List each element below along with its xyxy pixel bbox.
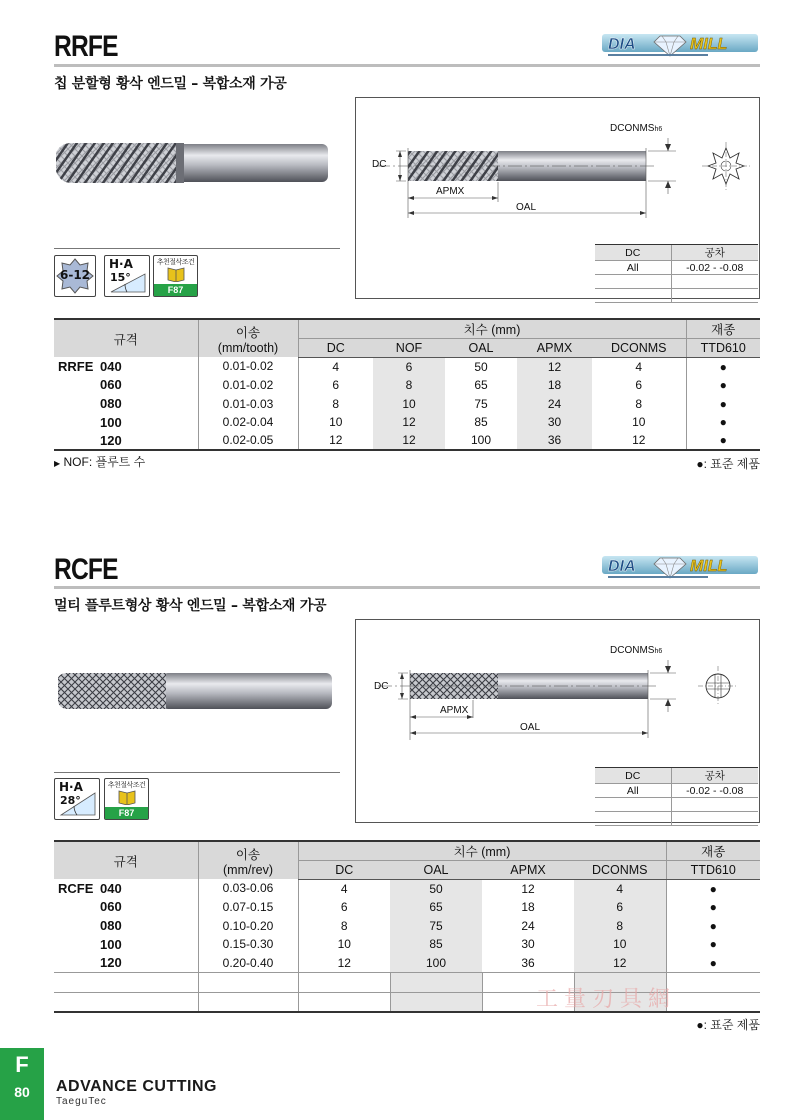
cutting-condition-label: 추천절삭조건 <box>156 258 195 266</box>
diamill-logo-2 <box>600 552 760 582</box>
table-row <box>54 394 760 413</box>
cutting-condition-badge-2[interactable] <box>104 778 149 820</box>
row-value: 8 <box>635 396 643 411</box>
row-value: 65 <box>390 898 482 917</box>
row-code: 080 <box>100 396 122 412</box>
tolerance-table-2 <box>595 767 758 826</box>
row-value: 75 <box>390 916 482 935</box>
header-dimensions-2: 치수 (mm) <box>298 841 666 861</box>
row-value: 18 <box>517 376 592 395</box>
helix-angle-badge-2 <box>54 778 100 820</box>
standard-dot: ● <box>666 935 760 954</box>
rcfe-drawing-box <box>355 619 760 823</box>
nof-note <box>54 453 145 470</box>
h6-text-2: h6 <box>654 648 663 655</box>
row-value: 4 <box>298 357 373 376</box>
section-tab <box>0 1048 44 1120</box>
rrfe-dimension-drawing <box>356 98 759 238</box>
apmx-label: APMX <box>436 186 465 197</box>
row-value: 8 <box>298 394 373 413</box>
row-code: RRFE 040 <box>58 358 122 374</box>
row-value: 6 <box>574 898 666 917</box>
row-value: 6 <box>373 357 445 376</box>
flute-count-badge <box>54 255 96 297</box>
dconms-text-2: DCONMS <box>610 645 655 656</box>
col-grade: TTD610 <box>686 339 760 358</box>
row-code: 060 <box>100 899 122 915</box>
tol-value-dc: All <box>595 261 671 275</box>
dc-label-2: DC <box>374 681 389 692</box>
row-code: 060 <box>100 377 122 393</box>
cutting-condition-page: F87 <box>154 284 197 296</box>
row-feed: 0.10-0.20 <box>198 916 298 935</box>
svg-text:DIA: DIA <box>608 36 636 53</box>
h6-text: h6 <box>654 126 663 133</box>
page-number: 80 <box>14 1084 30 1100</box>
product-prefix: RCFE <box>58 880 94 896</box>
col-dconms: DCONMS <box>592 339 686 358</box>
row-feed: 0.03-0.06 <box>198 879 298 898</box>
col-dc: DC <box>298 339 373 358</box>
badge-rule-2 <box>54 772 340 773</box>
nof-note-text: NOF: 플루트 수 <box>63 455 146 469</box>
product-subtitle: 칩 분할형 황삭 엔드밀 – 복합소재 가공 <box>54 76 287 92</box>
standard-note-2: ●: 표준 제품 <box>696 1018 760 1032</box>
watermark: 工量刃具網 <box>536 987 677 1012</box>
row-code: RCFE 040 <box>58 880 122 896</box>
row-feed: 0.02-0.04 <box>198 413 298 432</box>
row-value: 12 <box>574 953 666 972</box>
row-value: 6 <box>298 898 390 917</box>
col-apmx: APMX <box>517 339 592 358</box>
rrfe-spec-table <box>54 318 760 451</box>
col-grade-2: TTD610 <box>666 861 760 880</box>
row-code: 120 <box>100 955 122 971</box>
tol-header-dc: DC <box>595 245 671 261</box>
table-row <box>54 413 760 432</box>
row-value: 10 <box>298 413 373 432</box>
tol-value-tolerance: -0.02 - -0.08 <box>671 261 758 275</box>
col-oal-2: OAL <box>390 861 482 880</box>
svg-text:MILL: MILL <box>690 36 728 53</box>
row-value: 6 <box>298 376 373 395</box>
row-code: 100 <box>100 936 122 952</box>
oal-label-2: OAL <box>520 722 541 733</box>
row-value: 4 <box>298 879 390 898</box>
row-value: 100 <box>470 433 492 448</box>
table-row <box>54 357 760 376</box>
row-value: 100 <box>390 953 482 972</box>
product-subtitle-2: 멀티 플루트형상 황삭 엔드밀 – 복합소재 가공 <box>54 598 327 614</box>
col-nof: NOF <box>373 339 445 358</box>
row-feed: 0.01-0.02 <box>198 376 298 395</box>
row-feed: 0.07-0.15 <box>198 898 298 917</box>
header-feed: 이송 (mm/tooth) <box>198 319 298 357</box>
apmx-label-2: APMX <box>440 705 469 716</box>
col-oal: OAL <box>445 339 517 358</box>
standard-dot: ● <box>666 879 760 898</box>
row-value: 30 <box>517 413 592 432</box>
row-value: 12 <box>632 433 646 448</box>
row-feed: 0.02-0.05 <box>198 431 298 450</box>
cutting-condition-label-2: 추천절삭조건 <box>107 781 146 789</box>
cutting-condition-page-2: F87 <box>105 807 148 819</box>
row-value: 30 <box>521 937 535 952</box>
row-feed: 0.01-0.03 <box>198 394 298 413</box>
helix-angle-label: H·A <box>109 257 133 271</box>
helix-angle-value-2: 28° <box>60 794 81 807</box>
standard-dot: ● <box>686 357 760 376</box>
cutting-condition-badge[interactable] <box>153 255 198 297</box>
rrfe-drawing-box <box>355 97 760 299</box>
rcfe-dimension-drawing <box>356 620 759 760</box>
row-value: 65 <box>474 377 488 392</box>
header-feed-2: 이송 (mm/rev) <box>198 841 298 879</box>
row-value: 12 <box>373 413 445 432</box>
row-value: 85 <box>390 935 482 954</box>
header-spec-2: 규격 <box>54 841 198 879</box>
header-grade-2: 재종 <box>666 841 760 861</box>
row-value: 12 <box>521 881 535 896</box>
standard-dot: ● <box>666 916 760 935</box>
col-dconms-2: DCONMS <box>574 861 666 880</box>
product-title-2: RCFE <box>54 553 118 586</box>
flute-count: 6-12 <box>59 268 91 282</box>
svg-text:DIA: DIA <box>608 558 636 575</box>
standard-dot: ● <box>666 898 760 917</box>
svg-text:MILL: MILL <box>690 558 728 575</box>
product-title: RRFE <box>54 30 118 63</box>
title-rule-2 <box>54 586 760 589</box>
standard-note: ●: 표준 제품 <box>696 457 760 471</box>
helix-angle-icon <box>105 256 149 296</box>
oal-label: OAL <box>516 202 537 213</box>
row-value: 8 <box>574 916 666 935</box>
table-row <box>54 916 760 935</box>
rrfe-end-view-icon <box>702 142 750 190</box>
section-letter: F <box>15 1052 29 1077</box>
table-row <box>54 953 760 972</box>
standard-dot: ● <box>686 431 760 450</box>
row-value: 10 <box>298 935 390 954</box>
tol-value-dc-2: All <box>595 784 671 798</box>
title-rule <box>54 64 760 67</box>
row-value: 50 <box>474 359 488 374</box>
company-name: TaeguTec <box>56 1096 107 1107</box>
table-row <box>54 431 760 450</box>
tolerance-table <box>595 244 758 303</box>
row-value: 4 <box>635 359 643 374</box>
product-prefix: RRFE <box>58 358 94 374</box>
badge-rule <box>54 248 340 249</box>
row-value: 50 <box>390 879 482 898</box>
row-value: 10 <box>574 935 666 954</box>
row-value: 12 <box>373 431 445 450</box>
helix-angle-badge <box>104 255 150 297</box>
helix-angle-label-2: H·A <box>59 780 83 794</box>
header-spec: 규격 <box>54 319 198 357</box>
tol-value-tolerance-2: -0.02 - -0.08 <box>671 784 758 798</box>
standard-dot: ● <box>666 953 760 972</box>
tol-header-tolerance: 공차 <box>671 245 758 261</box>
row-value: 10 <box>632 415 646 430</box>
triangle-icon: ▶ <box>54 459 61 468</box>
row-code: 100 <box>100 414 122 430</box>
row-value: 24 <box>517 394 592 413</box>
book-icon-2 <box>117 789 137 805</box>
standard-dot: ● <box>686 376 760 395</box>
row-feed: 0.01-0.02 <box>198 357 298 376</box>
standard-dot: ● <box>686 394 760 413</box>
header-grade: 재종 <box>686 319 760 339</box>
table-row <box>54 935 760 954</box>
tol-header-tolerance-2: 공차 <box>671 768 758 784</box>
row-code: 080 <box>100 918 122 934</box>
row-value: 4 <box>574 879 666 898</box>
row-feed: 0.15-0.30 <box>198 935 298 954</box>
table-row <box>54 898 760 917</box>
row-value: 12 <box>298 431 373 450</box>
row-feed: 0.20-0.40 <box>198 953 298 972</box>
standard-dot: ● <box>686 413 760 432</box>
dc-label: DC <box>372 159 387 170</box>
header-dimensions: 치수 (mm) <box>298 319 686 339</box>
row-value: 85 <box>474 415 488 430</box>
col-dc-2: DC <box>298 861 390 880</box>
row-value: 10 <box>373 394 445 413</box>
tol-header-dc-2: DC <box>595 768 671 784</box>
diamill-logo <box>600 30 760 60</box>
helix-angle-icon-2 <box>55 779 99 819</box>
row-value: 8 <box>373 376 445 395</box>
rcfe-end-view-icon <box>698 666 738 706</box>
row-value: 18 <box>521 899 535 914</box>
row-value: 12 <box>517 357 592 376</box>
rcfe-tool-image <box>54 668 336 718</box>
row-code: 120 <box>100 432 122 448</box>
helix-angle-value: 15° <box>110 271 131 284</box>
dconms-label-2 <box>610 645 662 656</box>
col-apmx-2: APMX <box>482 861 574 880</box>
row-value: 75 <box>474 396 488 411</box>
book-icon <box>166 266 186 282</box>
dconms-label <box>610 123 662 134</box>
row-value: 36 <box>517 431 592 450</box>
row-value: 24 <box>521 918 535 933</box>
dconms-text: DCONMS <box>610 123 655 134</box>
table-row <box>54 376 760 395</box>
row-value: 36 <box>521 955 535 970</box>
rrfe-tool-image <box>54 135 334 195</box>
table-row <box>54 879 760 898</box>
row-value: 6 <box>635 377 643 392</box>
row-value: 12 <box>298 953 390 972</box>
brand-logo: ADVANCE CUTTING <box>56 1078 217 1095</box>
row-value: 8 <box>298 916 390 935</box>
